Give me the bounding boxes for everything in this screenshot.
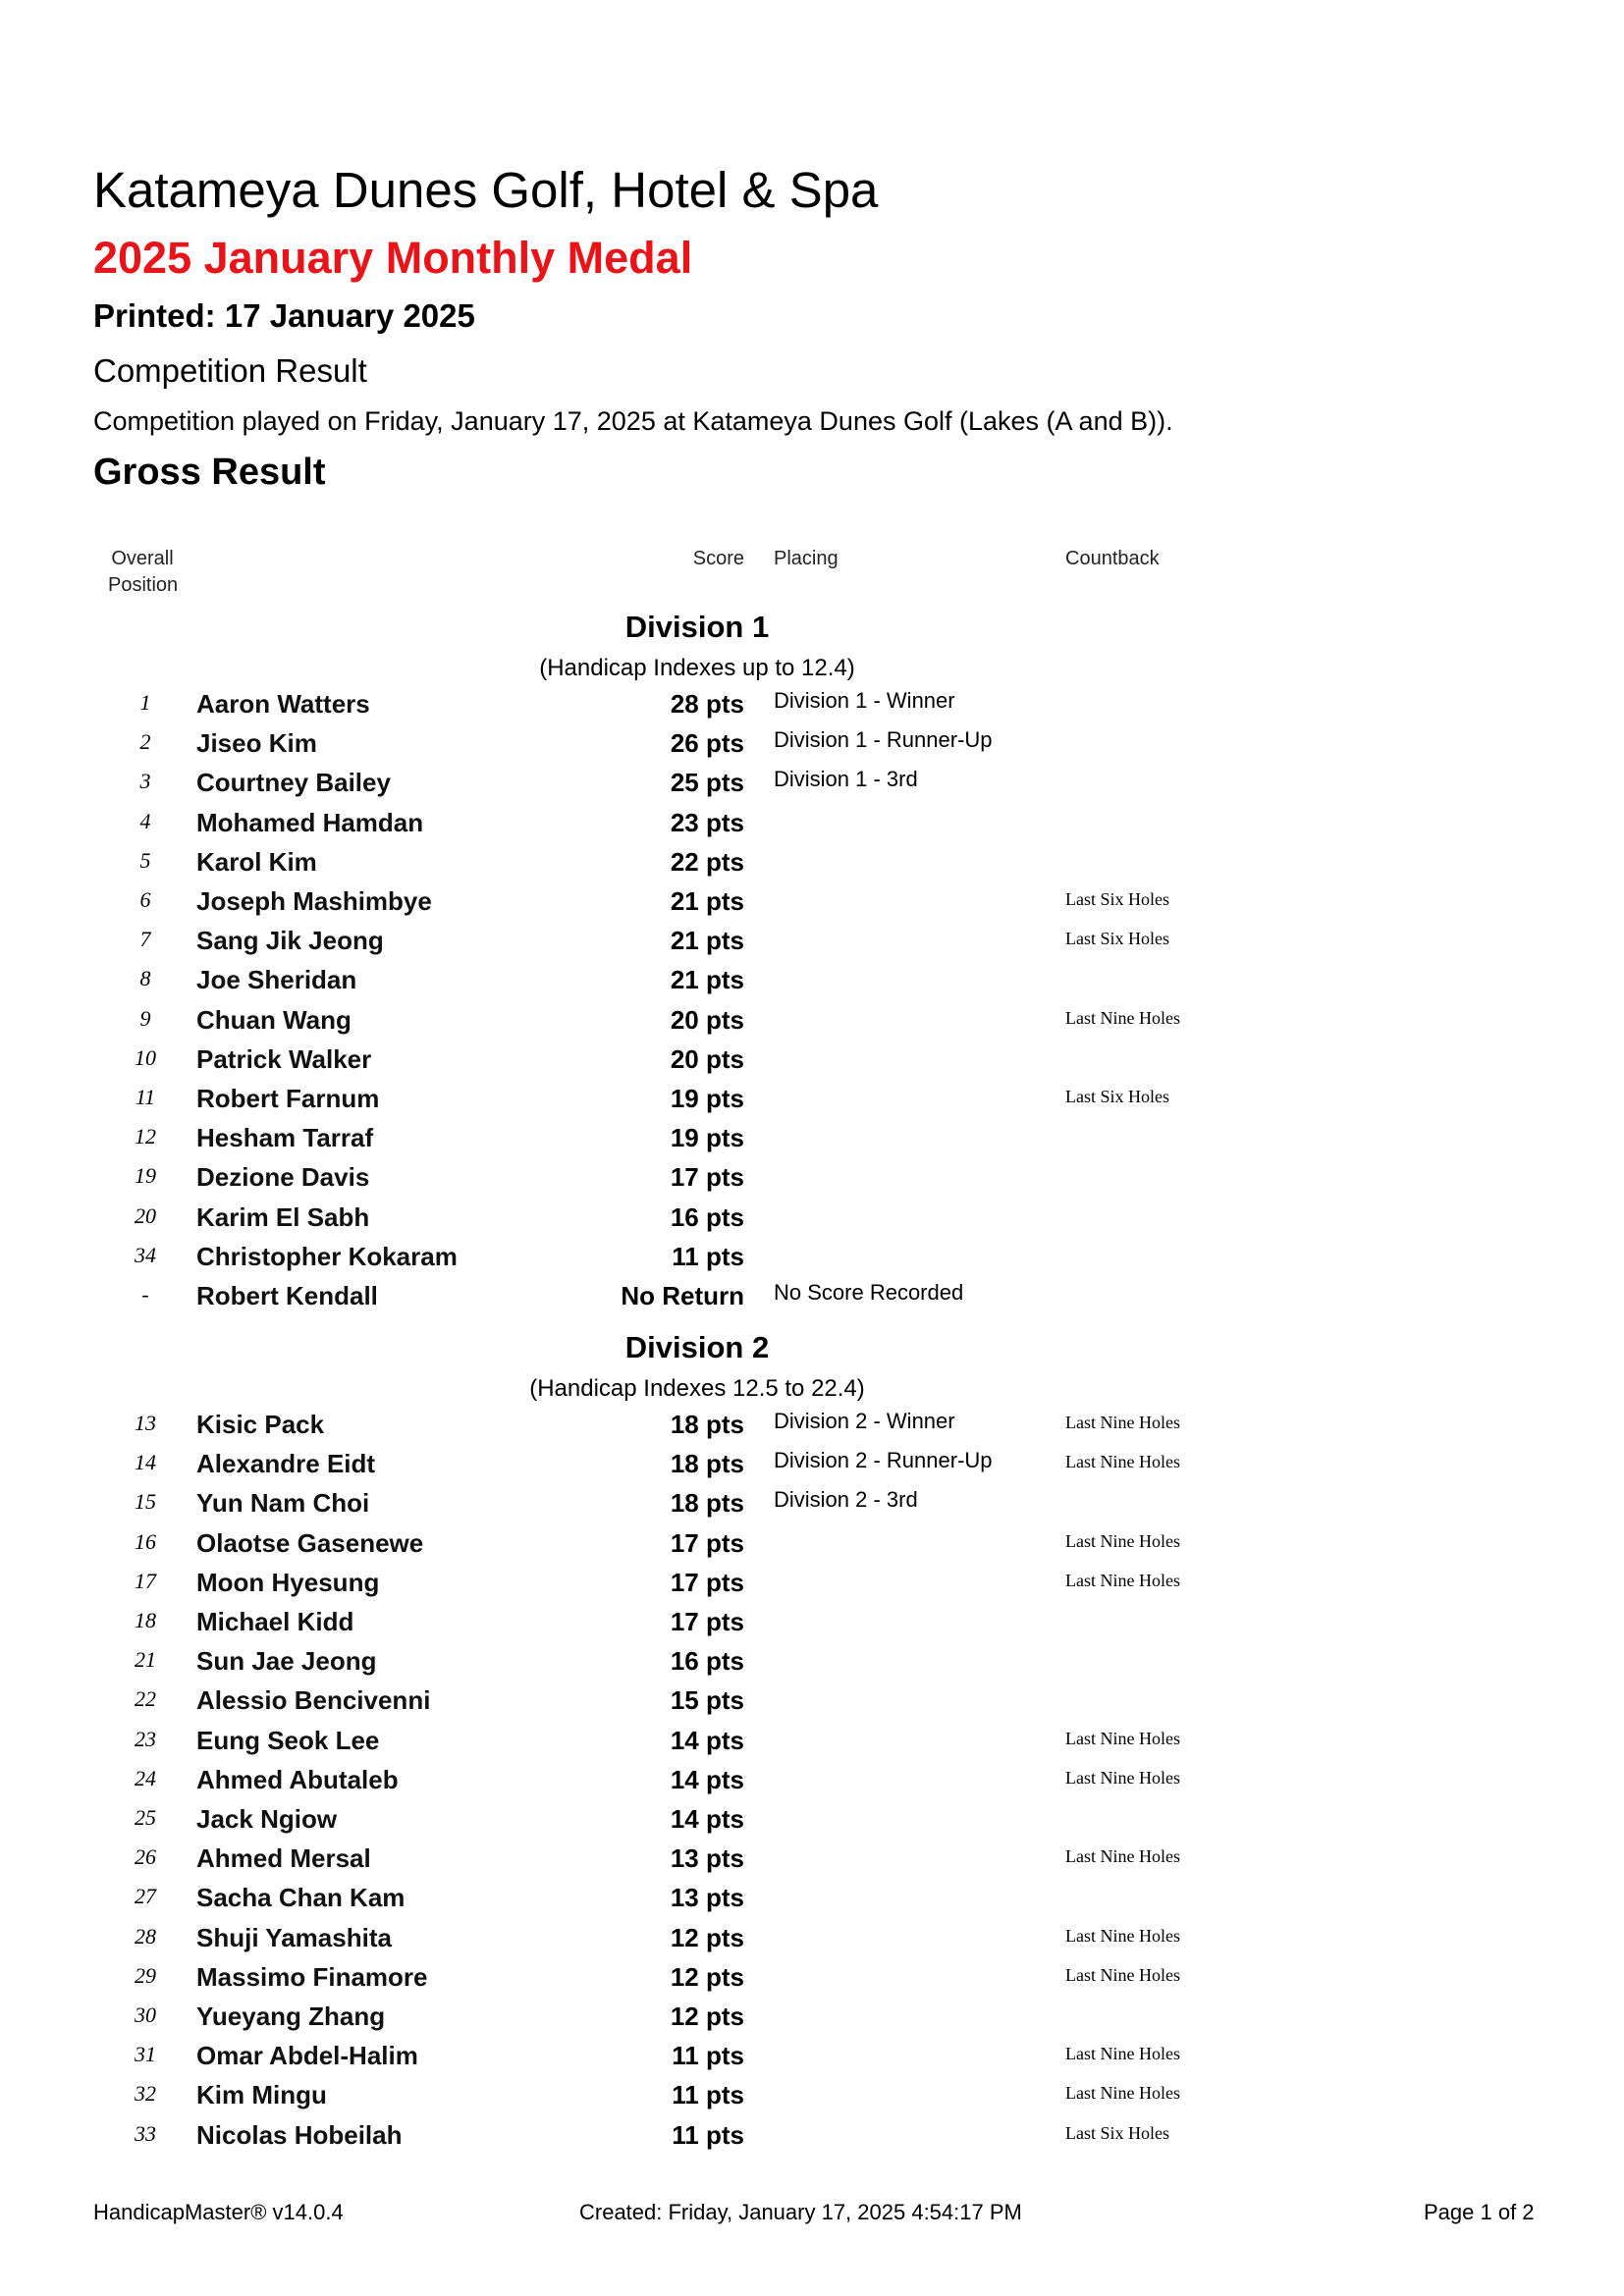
player-name: Massimo Finamore bbox=[196, 1961, 428, 1992]
score-cell: 25 pts bbox=[670, 768, 744, 798]
result-row bbox=[0, 1158, 1624, 1198]
player-name: Ahmed Mersal bbox=[196, 1843, 371, 1874]
result-row bbox=[0, 1041, 1624, 1080]
placing-cell: Division 1 - Runner-Up bbox=[774, 727, 993, 753]
player-name: Mohamed Hamdan bbox=[196, 807, 424, 837]
score-cell: 17 pts bbox=[670, 1162, 744, 1193]
player-name: Joseph Mashimbye bbox=[196, 886, 432, 916]
countback-cell: Last Nine Holes bbox=[1065, 2044, 1180, 2064]
result-row bbox=[0, 1119, 1624, 1158]
position-cell: 12 bbox=[135, 1124, 156, 1149]
placing-cell: Division 2 - Winner bbox=[774, 1409, 955, 1433]
score-cell: 17 pts bbox=[670, 1607, 744, 1636]
result-row bbox=[0, 1998, 1624, 2037]
player-name: Patrick Walker bbox=[196, 1043, 372, 1074]
position-cell: 4 bbox=[139, 808, 151, 833]
countback-cell: Last Nine Holes bbox=[1065, 2083, 1180, 2104]
footer-software: HandicapMaster® v14.0.4 bbox=[93, 2200, 344, 2224]
player-name: Courtney Bailey bbox=[196, 768, 391, 798]
position-cell: 5 bbox=[139, 847, 151, 873]
division-title: Division 1 bbox=[624, 610, 770, 644]
player-name: Karim El Sabh bbox=[196, 1201, 370, 1232]
result-row bbox=[0, 1445, 1624, 1484]
placing-cell: No Score Recorded bbox=[774, 1280, 964, 1305]
player-name: Yueyang Zhang bbox=[196, 2002, 386, 2031]
score-cell: 18 pts bbox=[670, 1410, 744, 1439]
placing-cell: Division 1 - 3rd bbox=[774, 767, 918, 792]
position-cell: 29 bbox=[135, 1962, 156, 1988]
position-cell: 9 bbox=[139, 1005, 151, 1031]
score-cell: 21 pts bbox=[670, 886, 744, 916]
player-name: Joe Sheridan bbox=[196, 965, 357, 995]
result-row bbox=[0, 1406, 1624, 1445]
result-row bbox=[0, 1277, 1624, 1316]
player-name: Hesham Tarraf bbox=[196, 1123, 374, 1153]
player-name: Kisic Pack bbox=[196, 1410, 325, 1439]
position-cell: 33 bbox=[135, 2120, 156, 2146]
player-name: Christopher Kokaram bbox=[196, 1241, 458, 1271]
player-name: Sun Jae Jeong bbox=[196, 1646, 377, 1677]
score-cell: 11 pts bbox=[672, 1241, 744, 1271]
score-cell: 16 pts bbox=[670, 1201, 744, 1232]
played-info: Competition played on Friday, January 17, 2025 at Katameya Dunes Golf (Lakes (A and B)). bbox=[93, 406, 1173, 436]
score-cell: 28 pts bbox=[670, 689, 744, 719]
result-row bbox=[0, 1800, 1624, 1840]
result-row bbox=[0, 1840, 1624, 1879]
score-cell: 11 pts bbox=[672, 2119, 744, 2150]
position-cell: 26 bbox=[135, 1844, 156, 1870]
score-cell: 21 pts bbox=[670, 965, 744, 995]
player-name: Nicolas Hobeilah bbox=[196, 2119, 403, 2150]
position-cell: 8 bbox=[139, 966, 151, 991]
player-name: Ahmed Abutaleb bbox=[196, 1764, 399, 1794]
player-name: Sang Jik Jeong bbox=[196, 926, 384, 956]
player-name: Olaotse Gasenewe bbox=[196, 1527, 424, 1558]
result-row bbox=[0, 685, 1624, 724]
countback-cell: Last Six Holes bbox=[1065, 2122, 1169, 2143]
result-row bbox=[0, 2076, 1624, 2115]
position-cell: 11 bbox=[135, 1085, 156, 1109]
result-row bbox=[0, 882, 1624, 922]
position-cell: 17 bbox=[135, 1568, 156, 1593]
player-name: Yun Nam Choi bbox=[196, 1488, 370, 1519]
score-cell: 14 pts bbox=[670, 1725, 744, 1755]
printed-date: Printed: 17 January 2025 bbox=[93, 297, 475, 334]
result-row bbox=[0, 764, 1624, 803]
score-cell: 22 pts bbox=[670, 846, 744, 877]
score-cell: 15 pts bbox=[670, 1685, 744, 1716]
competition-title: 2025 January Monthly Medal bbox=[93, 233, 693, 283]
result-row bbox=[0, 922, 1624, 961]
player-name: Eung Seok Lee bbox=[196, 1725, 380, 1755]
position-cell: 10 bbox=[135, 1044, 156, 1070]
countback-cell: Last Nine Holes bbox=[1065, 1925, 1180, 1946]
position-cell: 18 bbox=[135, 1608, 156, 1632]
score-cell: 20 pts bbox=[670, 1043, 744, 1074]
position-cell: 28 bbox=[135, 1923, 156, 1949]
column-header-score: Score bbox=[692, 548, 744, 569]
position-cell: 34 bbox=[135, 1242, 156, 1267]
result-row bbox=[0, 843, 1624, 882]
position-cell: 2 bbox=[139, 729, 151, 755]
result-row bbox=[0, 1524, 1624, 1564]
position-cell: 6 bbox=[139, 887, 151, 912]
position-cell: 19 bbox=[135, 1163, 156, 1189]
position-cell: 21 bbox=[135, 1647, 156, 1673]
countback-cell: Last Nine Holes bbox=[1065, 1570, 1180, 1590]
division-title: Division 2 bbox=[624, 1330, 770, 1364]
position-cell: 3 bbox=[139, 769, 151, 794]
countback-cell: Last Six Holes bbox=[1065, 889, 1169, 909]
position-cell: 1 bbox=[139, 690, 151, 715]
position-cell: 25 bbox=[135, 1805, 156, 1830]
position-cell: 31 bbox=[135, 2042, 156, 2067]
score-cell: 13 pts bbox=[670, 1843, 744, 1874]
countback-cell: Last Six Holes bbox=[1065, 1087, 1169, 1106]
position-cell: 15 bbox=[135, 1489, 156, 1515]
player-name: Omar Abdel-Halim bbox=[196, 2041, 418, 2071]
venue-name: Katameya Dunes Golf, Hotel & Spa bbox=[93, 162, 879, 218]
result-row bbox=[0, 1603, 1624, 1642]
result-type: Competition Result bbox=[93, 352, 367, 389]
player-name: Karol Kim bbox=[196, 846, 317, 877]
column-header-placing: Placing bbox=[774, 548, 839, 569]
footer-page-number: Page 1 of 2 bbox=[1424, 2200, 1535, 2224]
score-cell: No Return bbox=[621, 1281, 744, 1310]
result-row bbox=[0, 724, 1624, 764]
result-row bbox=[0, 1761, 1624, 1800]
position-cell: 27 bbox=[135, 1884, 156, 1909]
player-name: Chuan Wang bbox=[196, 1004, 352, 1035]
result-row bbox=[0, 1642, 1624, 1682]
player-name: Robert Farnum bbox=[196, 1084, 380, 1113]
position-cell: 20 bbox=[135, 1202, 156, 1228]
column-header-countback: Countback bbox=[1065, 548, 1160, 569]
score-cell: 20 pts bbox=[670, 1004, 744, 1035]
result-row bbox=[0, 1564, 1624, 1603]
countback-cell: Last Nine Holes bbox=[1065, 1452, 1180, 1472]
score-cell: 11 pts bbox=[672, 2041, 744, 2071]
player-name: Sacha Chan Kam bbox=[196, 1883, 406, 1913]
position-cell: 24 bbox=[135, 1765, 156, 1790]
score-cell: 21 pts bbox=[670, 926, 744, 956]
countback-cell: Last Nine Holes bbox=[1065, 1728, 1180, 1748]
result-row bbox=[0, 2037, 1624, 2076]
position-cell: - bbox=[141, 1282, 149, 1307]
position-cell: 14 bbox=[135, 1450, 156, 1475]
score-cell: 12 pts bbox=[670, 2002, 744, 2031]
player-name: Alexandre Eidt bbox=[196, 1449, 376, 1479]
countback-cell: Last Nine Holes bbox=[1065, 1964, 1180, 1985]
player-name: Moon Hyesung bbox=[196, 1567, 380, 1597]
player-name: Alessio Bencivenni bbox=[196, 1685, 431, 1716]
score-cell: 23 pts bbox=[670, 807, 744, 837]
division-subtitle: (Handicap Indexes up to 12.4) bbox=[539, 655, 855, 681]
column-header-position: Overall Position bbox=[108, 548, 179, 596]
player-name: Jiseo Kim bbox=[196, 728, 317, 759]
player-name: Jack Ngiow bbox=[196, 1804, 338, 1834]
score-cell: 18 pts bbox=[670, 1488, 744, 1519]
position-cell: 13 bbox=[135, 1411, 156, 1435]
result-row bbox=[0, 1682, 1624, 1721]
result-row bbox=[0, 1199, 1624, 1238]
result-row bbox=[0, 1238, 1624, 1277]
position-cell: 7 bbox=[139, 927, 151, 952]
score-cell: 14 pts bbox=[670, 1764, 744, 1794]
score-cell: 14 pts bbox=[670, 1804, 744, 1834]
result-row bbox=[0, 2116, 1624, 2156]
score-cell: 17 pts bbox=[670, 1567, 744, 1597]
player-name: Michael Kidd bbox=[196, 1607, 354, 1636]
countback-cell: Last Nine Holes bbox=[1065, 1767, 1180, 1788]
player-name: Kim Mingu bbox=[196, 2080, 327, 2110]
position-cell: 22 bbox=[135, 1686, 156, 1712]
countback-cell: Last Nine Holes bbox=[1065, 1007, 1180, 1028]
score-cell: 18 pts bbox=[670, 1449, 744, 1479]
countback-cell: Last Nine Holes bbox=[1065, 1413, 1180, 1432]
placing-cell: Division 2 - 3rd bbox=[774, 1487, 918, 1513]
player-name: Robert Kendall bbox=[196, 1281, 378, 1310]
result-row bbox=[0, 1080, 1624, 1119]
result-row bbox=[0, 1722, 1624, 1761]
countback-cell: Last Nine Holes bbox=[1065, 1846, 1180, 1867]
section-title: Gross Result bbox=[93, 452, 326, 493]
player-name: Dezione Davis bbox=[196, 1162, 370, 1193]
result-row bbox=[0, 1958, 1624, 1998]
position-cell: 30 bbox=[135, 2002, 156, 2027]
score-cell: 11 pts bbox=[672, 2080, 744, 2110]
position-cell: 16 bbox=[135, 1528, 156, 1554]
result-row bbox=[0, 1484, 1624, 1523]
score-cell: 12 pts bbox=[670, 1922, 744, 1952]
placing-cell: Division 1 - Winner bbox=[774, 688, 955, 713]
player-name: Aaron Watters bbox=[196, 689, 370, 719]
division-subtitle: (Handicap Indexes 12.5 to 22.4) bbox=[529, 1375, 865, 1402]
player-name: Shuji Yamashita bbox=[196, 1922, 392, 1952]
score-cell: 19 pts bbox=[670, 1123, 744, 1153]
position-cell: 23 bbox=[135, 1726, 156, 1751]
score-cell: 12 pts bbox=[670, 1961, 744, 1992]
result-row bbox=[0, 1879, 1624, 1918]
result-row bbox=[0, 961, 1624, 1000]
score-cell: 16 pts bbox=[670, 1646, 744, 1677]
placing-cell: Division 2 - Runner-Up bbox=[774, 1448, 993, 1473]
result-row bbox=[0, 804, 1624, 843]
result-row bbox=[0, 1001, 1624, 1041]
score-cell: 13 pts bbox=[670, 1883, 744, 1913]
score-cell: 17 pts bbox=[670, 1527, 744, 1558]
countback-cell: Last Six Holes bbox=[1065, 929, 1169, 949]
score-cell: 19 pts bbox=[670, 1084, 744, 1113]
score-cell: 26 pts bbox=[670, 728, 744, 759]
countback-cell: Last Nine Holes bbox=[1065, 1530, 1180, 1551]
footer-created: Created: Friday, January 17, 2025 4:54:17 PM bbox=[579, 2200, 1022, 2224]
result-row bbox=[0, 1919, 1624, 1958]
position-cell: 32 bbox=[135, 2081, 156, 2107]
